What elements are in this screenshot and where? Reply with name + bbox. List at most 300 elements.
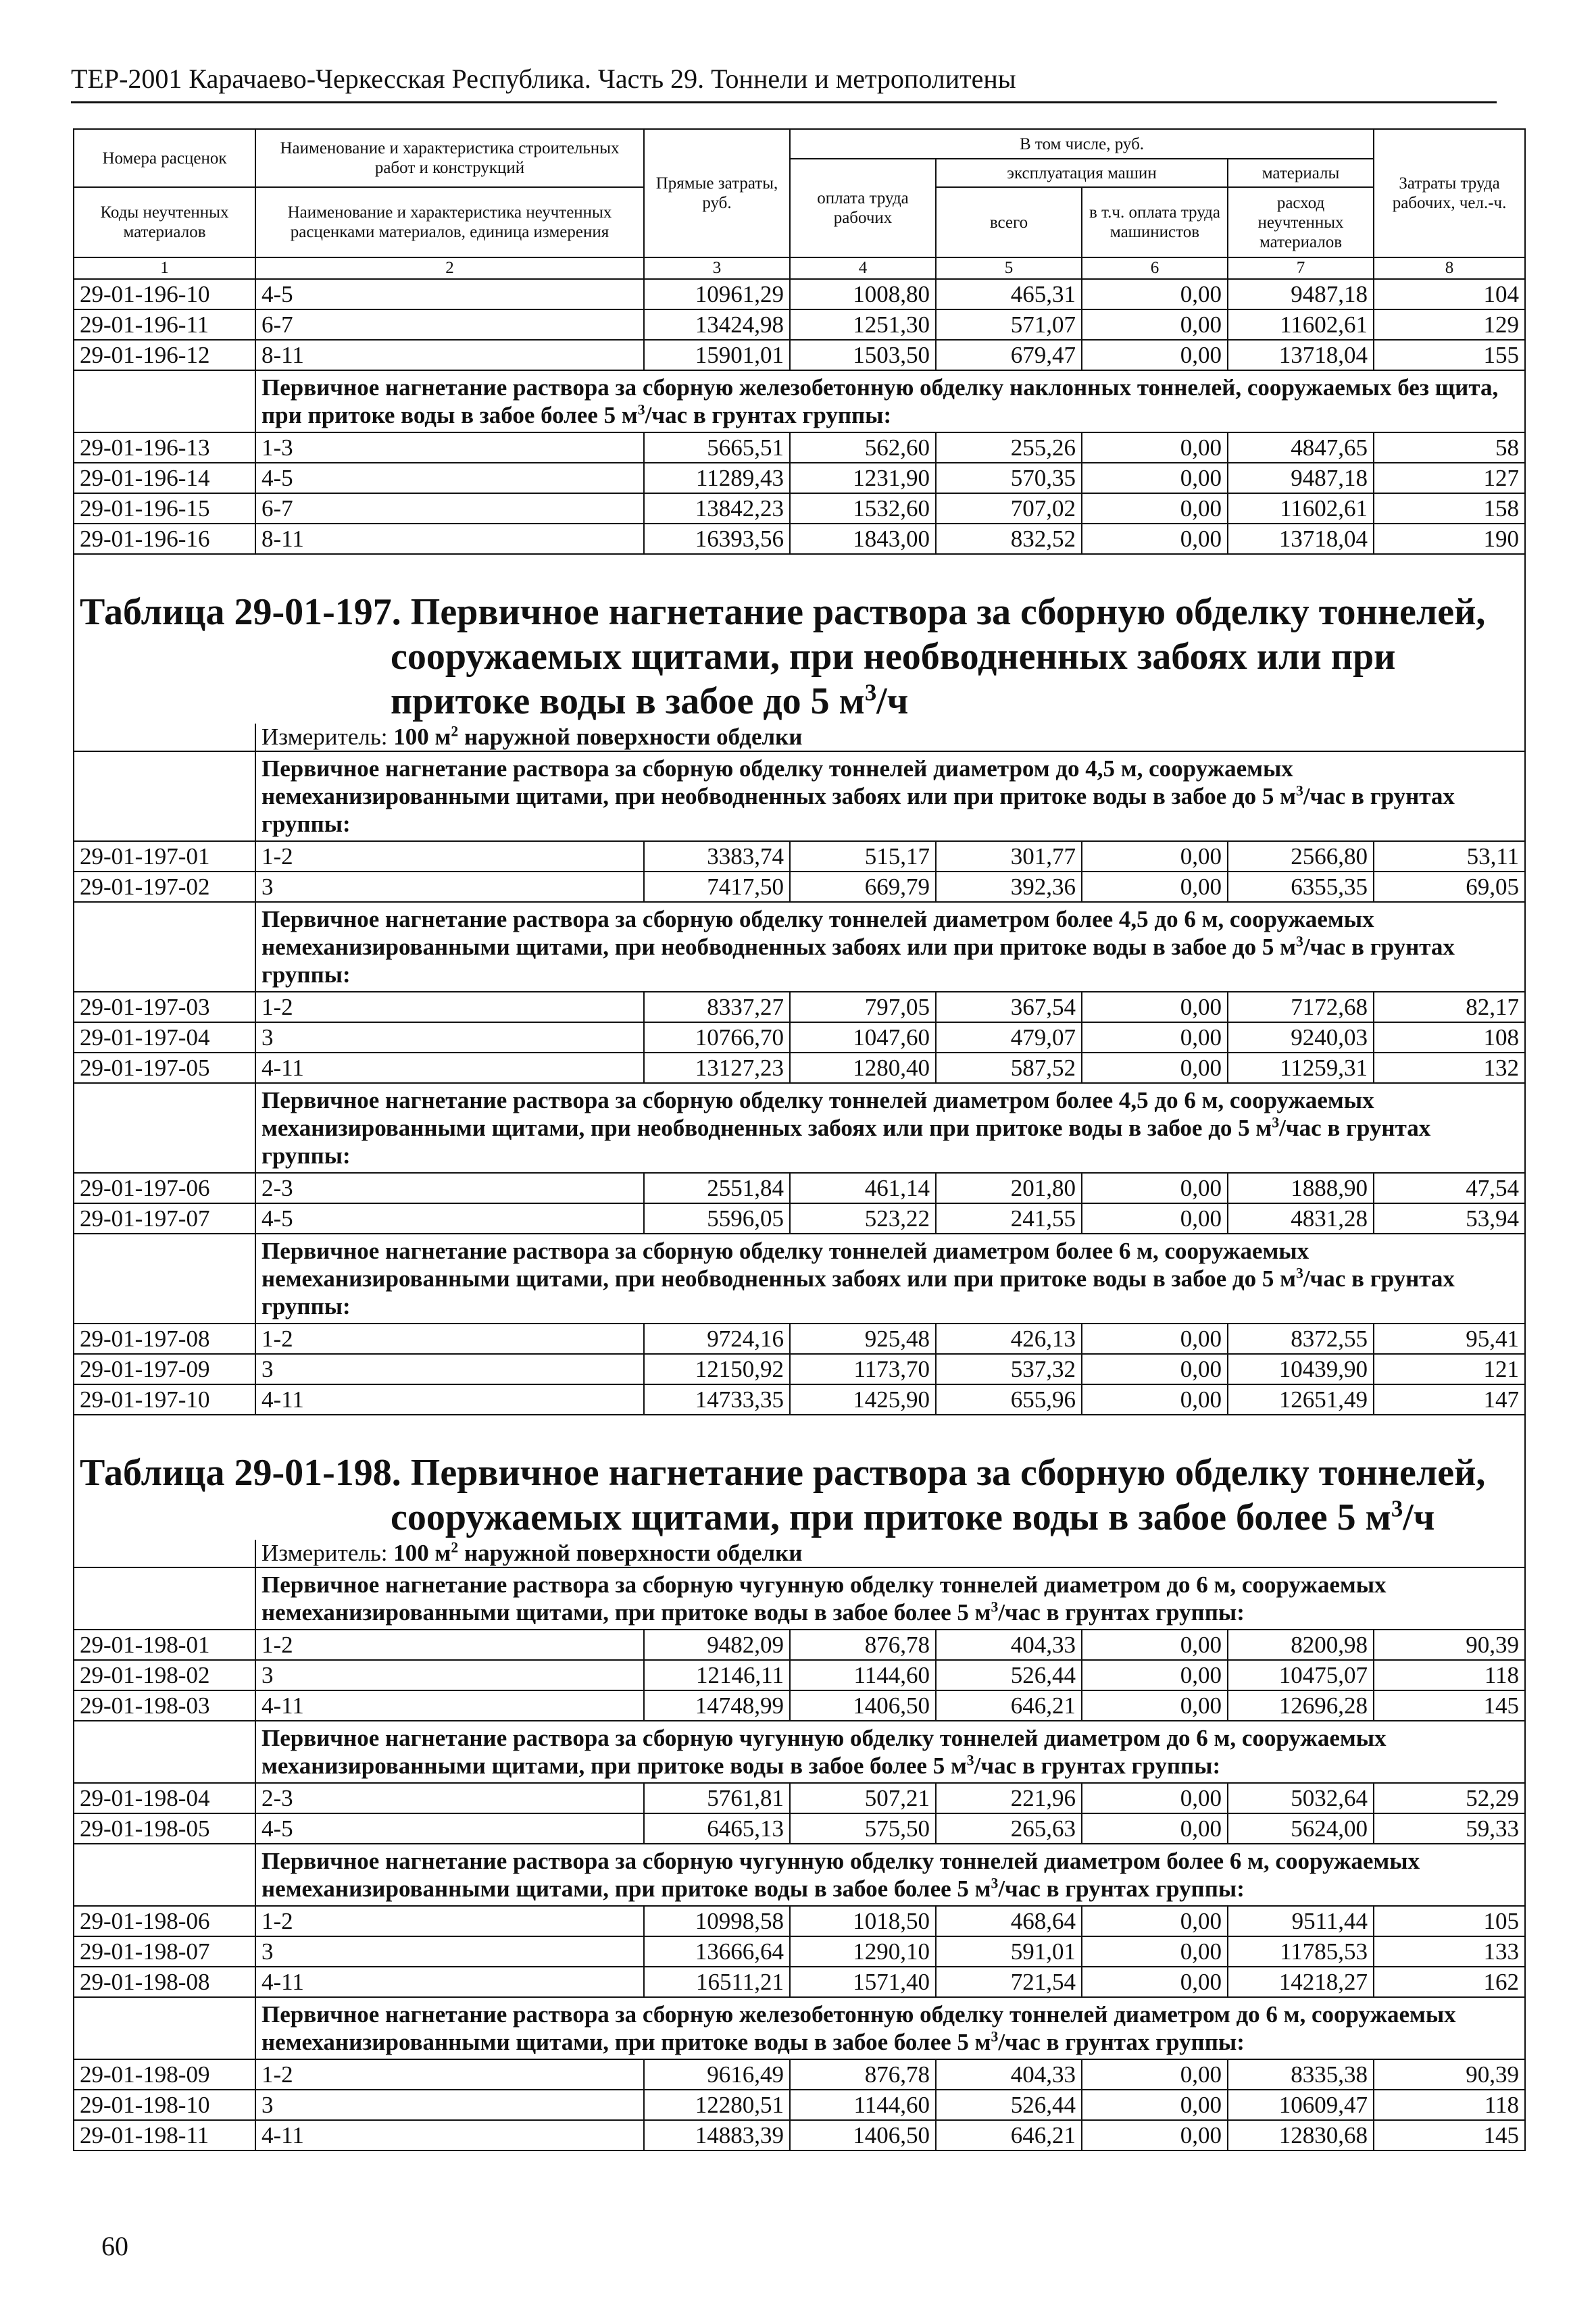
cell-materials-cost: 5624,00 (1228, 1813, 1374, 1844)
table-row (74, 1022, 1525, 1053)
cell-labor-hours: 108 (1374, 1022, 1525, 1053)
cell-materials-cost: 8200,98 (1228, 1630, 1374, 1660)
table-row (74, 1967, 1525, 1997)
section-heading-row (74, 751, 1525, 841)
table-row (74, 841, 1525, 872)
cell-labor-hours: 132 (1374, 1053, 1525, 1083)
column-number: 1 (74, 257, 255, 279)
measure-unit: Измеритель: 100 $м^2$ наружной поверхности обделки (255, 724, 1525, 751)
cell-worker-wages: 1231,90 (790, 463, 936, 493)
cell-machines-total: 404,33 (936, 2059, 1082, 2090)
cell-materials-cost: 11259,31 (1228, 1053, 1374, 1083)
table-title-row (74, 590, 1525, 724)
cell-rock-group: 4-11 (255, 2120, 644, 2150)
cell-materials-cost: 7172,68 (1228, 992, 1374, 1022)
cell-machinist-wages: 0,00 (1082, 524, 1228, 554)
table-29-01-198-head (74, 1415, 1525, 1630)
cell-materials-cost: 13718,04 (1228, 340, 1374, 370)
table-title-row (74, 1451, 1525, 1540)
cell-rock-group: 2-3 (255, 1173, 644, 1203)
cell-labor-hours: 105 (1374, 1906, 1525, 1936)
table-row (74, 2059, 1525, 2090)
cell-machines-total: 721,54 (936, 1967, 1082, 1997)
cell-direct-costs: 6465,13 (644, 1813, 790, 1844)
section-heading: Первичное нагнетание раствора за сборную железобетонную обделку наклонных тоннелей, сооружаемых без щита, при притоке воды в забое более 5 $м^3$/час в грунтах группы: (255, 370, 1525, 432)
cell-direct-costs: 14733,35 (644, 1384, 790, 1415)
cell-materials-cost: 1888,90 (1228, 1173, 1374, 1203)
cell-rate-code: 29-01-197-06 (74, 1173, 255, 1203)
cell-labor-hours: 121 (1374, 1354, 1525, 1384)
cell-materials-cost: 8335,38 (1228, 2059, 1374, 2090)
cell-rock-group: 4-5 (255, 279, 644, 309)
rows-197-01-02 (74, 841, 1525, 902)
table-row (74, 463, 1525, 493)
cell-machinist-wages: 0,00 (1082, 1783, 1228, 1813)
cell-materials-cost: 10439,90 (1228, 1354, 1374, 1384)
cell-worker-wages: 1280,40 (790, 1053, 936, 1083)
cell-labor-hours: 118 (1374, 2090, 1525, 2120)
cell-direct-costs: 14883,39 (644, 2120, 790, 2150)
cell-worker-wages: 562,60 (790, 432, 936, 463)
cell-machines-total: 241,55 (936, 1203, 1082, 1234)
cell-labor-hours: 118 (1374, 1660, 1525, 1690)
cell-machinist-wages: 0,00 (1082, 1630, 1228, 1660)
table-row (74, 1324, 1525, 1354)
cell-machinist-wages: 0,00 (1082, 1173, 1228, 1203)
cell-direct-costs: 13127,23 (644, 1053, 790, 1083)
cell-machinist-wages: 0,00 (1082, 2090, 1228, 2120)
cell-machines-total: 265,63 (936, 1813, 1082, 1844)
section-heading-row (74, 1234, 1525, 1324)
cell-materials-cost: 9487,18 (1228, 279, 1374, 309)
table-row (74, 524, 1525, 554)
measure-row (74, 724, 1525, 751)
cell-rock-group: 1-2 (255, 1906, 644, 1936)
cell-worker-wages: 1406,50 (790, 2120, 936, 2150)
cell-rock-group: 8-11 (255, 524, 644, 554)
cell-direct-costs: 7417,50 (644, 872, 790, 902)
cell-direct-costs: 9482,09 (644, 1630, 790, 1660)
cell-machinist-wages: 0,00 (1082, 279, 1228, 309)
cell-direct-costs: 5596,05 (644, 1203, 790, 1234)
cell-materials-cost: 4847,65 (1228, 432, 1374, 463)
cell-worker-wages: 669,79 (790, 872, 936, 902)
section-heading-row (74, 1083, 1525, 1173)
cell-materials-cost: 6355,35 (1228, 872, 1374, 902)
header-material-name: Наименование и характеристика неучтенных расценками материалов, единица измерения (255, 187, 644, 257)
cell-rate-code: 29-01-196-13 (74, 432, 255, 463)
table-row (74, 1203, 1525, 1234)
cell-rock-group: 4-11 (255, 1053, 644, 1083)
cell-labor-hours: 90,39 (1374, 1630, 1525, 1660)
cell-rock-group: 4-11 (255, 1967, 644, 1997)
measure-row (74, 1540, 1525, 1567)
cell-worker-wages: 1144,60 (790, 1660, 936, 1690)
cell-rate-code: 29-01-197-07 (74, 1203, 255, 1234)
cell-machinist-wages: 0,00 (1082, 841, 1228, 872)
section-heading: Первичное нагнетание раствора за сборную обделку тоннелей диаметром более 6 м, сооружаемых немеханизированными щитами, при необводненных забоях или при притоке воды в забое до 5 $м^3$/час в грунтах группы: (255, 1234, 1525, 1324)
cell-labor-hours: 127 (1374, 463, 1525, 493)
cell-worker-wages: 515,17 (790, 841, 936, 872)
cell-rate-code: 29-01-197-04 (74, 1022, 255, 1053)
cell-machinist-wages: 0,00 (1082, 1967, 1228, 1997)
cell-materials-cost: 5032,64 (1228, 1783, 1374, 1813)
cell-machinist-wages: 0,00 (1082, 340, 1228, 370)
table-row (74, 1384, 1525, 1415)
cell-machinist-wages: 0,00 (1082, 1813, 1228, 1844)
cell-machines-total: 367,54 (936, 992, 1082, 1022)
table-row (74, 1936, 1525, 1967)
cell-rate-code: 29-01-198-11 (74, 2120, 255, 2150)
cell-worker-wages: 1173,70 (790, 1354, 936, 1384)
section-196-b (74, 370, 1525, 432)
cell-machinist-wages: 0,00 (1082, 1022, 1228, 1053)
cell-direct-costs: 13666,64 (644, 1936, 790, 1967)
column-number: 4 (790, 257, 936, 279)
cell-materials-cost: 10475,07 (1228, 1660, 1374, 1690)
cell-worker-wages: 1406,50 (790, 1690, 936, 1721)
cell-worker-wages: 523,22 (790, 1203, 936, 1234)
section-heading-row (74, 1844, 1525, 1906)
cell-direct-costs: 10766,70 (644, 1022, 790, 1053)
cell-worker-wages: 876,78 (790, 2059, 936, 2090)
table-title: Таблица 29-01-198. Первичное нагнетание раствора за сборную обделку тоннелей, сооружаемых щитами, при притоке воды в забое более 5 $м^3/ч$ (74, 1451, 1525, 1540)
cell-materials-cost: 11602,61 (1228, 309, 1374, 340)
cell-rock-group: 3 (255, 2090, 644, 2120)
table-row (74, 1783, 1525, 1813)
cell-direct-costs: 15901,01 (644, 340, 790, 370)
cell-rate-code: 29-01-196-16 (74, 524, 255, 554)
page-number: 60 (101, 2231, 128, 2261)
rows-197-06-07 (74, 1173, 1525, 1234)
cell-labor-hours: 104 (1374, 279, 1525, 309)
cell-rate-code: 29-01-197-08 (74, 1324, 255, 1354)
header-work-name: Наименование и характеристика строительных работ и конструкций (255, 129, 644, 187)
cell-materials-cost: 13718,04 (1228, 524, 1374, 554)
table-29-01-197-head (74, 554, 1525, 841)
cell-labor-hours: 155 (1374, 340, 1525, 370)
cell-rate-code: 29-01-197-10 (74, 1384, 255, 1415)
cell-worker-wages: 1843,00 (790, 524, 936, 554)
cell-rock-group: 1-2 (255, 1630, 644, 1660)
cell-worker-wages: 575,50 (790, 1813, 936, 1844)
table-row (74, 1690, 1525, 1721)
table-row (74, 279, 1525, 309)
cell-labor-hours: 190 (1374, 524, 1525, 554)
cell-rate-code: 29-01-198-09 (74, 2059, 255, 2090)
cell-rock-group: 2-3 (255, 1783, 644, 1813)
rows-197-03-05 (74, 992, 1525, 1083)
cell-rock-group: 3 (255, 872, 644, 902)
cell-machinist-wages: 0,00 (1082, 1660, 1228, 1690)
cell-materials-cost: 9487,18 (1228, 463, 1374, 493)
section-heading-row (74, 1997, 1525, 2059)
cell-rock-group: 8-11 (255, 340, 644, 370)
cell-machines-total: 655,96 (936, 1384, 1082, 1415)
rows-198-09-11 (74, 2059, 1525, 2150)
cell-rate-code: 29-01-198-03 (74, 1690, 255, 1721)
cell-rate-code: 29-01-197-09 (74, 1354, 255, 1384)
cell-direct-costs: 14748,99 (644, 1690, 790, 1721)
cell-machines-total: 404,33 (936, 1630, 1082, 1660)
cell-rate-code: 29-01-198-06 (74, 1906, 255, 1936)
cell-machines-total: 526,44 (936, 1660, 1082, 1690)
cell-labor-hours: 52,29 (1374, 1783, 1525, 1813)
cell-direct-costs: 13842,23 (644, 493, 790, 524)
cell-rock-group: 1-2 (255, 1324, 644, 1354)
header-row-1 (74, 129, 1525, 159)
cell-direct-costs: 9616,49 (644, 2059, 790, 2090)
cell-worker-wages: 1144,60 (790, 2090, 936, 2120)
cell-machines-total: 570,35 (936, 463, 1082, 493)
cell-rate-code: 29-01-197-01 (74, 841, 255, 872)
cell-machinist-wages: 0,00 (1082, 992, 1228, 1022)
cell-machines-total: 571,07 (936, 309, 1082, 340)
header-wages: оплата труда рабочих (790, 159, 936, 257)
header-direct-costs: Прямые затраты, руб. (644, 129, 790, 257)
column-number: 7 (1228, 257, 1374, 279)
cell-machines-total: 301,77 (936, 841, 1082, 872)
rows-197-08-10 (74, 1324, 1525, 1415)
cell-machines-total: 221,96 (936, 1783, 1082, 1813)
cell-materials-cost: 11602,61 (1228, 493, 1374, 524)
rows-196-13-16 (74, 432, 1525, 554)
section-heading-row (74, 370, 1525, 432)
cell-direct-costs: 5665,51 (644, 432, 790, 463)
cell-rock-group: 6-7 (255, 309, 644, 340)
section-heading-row (74, 1567, 1525, 1630)
cell-materials-cost: 11785,53 (1228, 1936, 1374, 1967)
cell-labor-hours: 145 (1374, 1690, 1525, 1721)
cell-machines-total: 646,21 (936, 1690, 1082, 1721)
cell-materials-cost: 9240,03 (1228, 1022, 1374, 1053)
cell-machines-total: 392,36 (936, 872, 1082, 902)
cell-machines-total: 832,52 (936, 524, 1082, 554)
cell-direct-costs: 13424,98 (644, 309, 790, 340)
cell-labor-hours: 95,41 (1374, 1324, 1525, 1354)
section-heading: Первичное нагнетание раствора за сборную железобетонную обделку тоннелей диаметром до 6 м, сооружаемых немеханизированными щитами, при притоке воды в забое более 5 $м^3$/час в грунтах группы: (255, 1997, 1525, 2059)
rates-table (73, 128, 1526, 2151)
header-machinists-wages: в т.ч. оплата труда машинистов (1082, 187, 1228, 257)
cell-materials-cost: 10609,47 (1228, 2090, 1374, 2120)
section-heading: Первичное нагнетание раствора за сборную чугунную обделку тоннелей диаметром более 6 м, сооружаемых немеханизированными щитами, при притоке воды в забое более 5 $м^3$/час в грунтах группы: (255, 1844, 1525, 1906)
table-row (74, 493, 1525, 524)
cell-rate-code: 29-01-196-11 (74, 309, 255, 340)
cell-worker-wages: 1571,40 (790, 1967, 936, 1997)
cell-worker-wages: 1290,10 (790, 1936, 936, 1967)
header-rule (71, 101, 1497, 103)
rows-198-06-08 (74, 1906, 1525, 1997)
table-row (74, 309, 1525, 340)
section-heading-row (74, 902, 1525, 992)
cell-materials-cost: 12696,28 (1228, 1690, 1374, 1721)
cell-direct-costs: 11289,43 (644, 463, 790, 493)
column-number: 6 (1082, 257, 1228, 279)
cell-materials-cost: 14218,27 (1228, 1967, 1374, 1997)
cell-labor-hours: 53,94 (1374, 1203, 1525, 1234)
cell-machines-total: 426,13 (936, 1324, 1082, 1354)
cell-materials-cost: 8372,55 (1228, 1324, 1374, 1354)
cell-rate-code: 29-01-198-08 (74, 1967, 255, 1997)
section-heading: Первичное нагнетание раствора за сборную обделку тоннелей диаметром до 4,5 м, сооружаемых немеханизированными щитами, при необводненных забоях или при притоке воды в забое до 5 $м^3$/час в грунтах группы: (255, 751, 1525, 841)
cell-worker-wages: 797,05 (790, 992, 936, 1022)
cell-direct-costs: 12280,51 (644, 2090, 790, 2120)
header-unaccounted-materials: расход неучтенных материалов (1228, 187, 1374, 257)
cell-machinist-wages: 0,00 (1082, 493, 1228, 524)
cell-machines-total: 201,80 (936, 1173, 1082, 1203)
running-header: ТЕР-2001 Карачаево-Черкесская Республика. Часть 29. Тоннели и метрополитены (71, 64, 1016, 94)
cell-machinist-wages: 0,00 (1082, 1936, 1228, 1967)
cell-machines-total: 479,07 (936, 1022, 1082, 1053)
cell-direct-costs: 8337,27 (644, 992, 790, 1022)
cell-materials-cost: 9511,44 (1228, 1906, 1374, 1936)
cell-labor-hours: 69,05 (1374, 872, 1525, 902)
cell-worker-wages: 1047,60 (790, 1022, 936, 1053)
cell-machines-total: 679,47 (936, 340, 1082, 370)
cell-worker-wages: 925,48 (790, 1324, 936, 1354)
cell-direct-costs: 16393,56 (644, 524, 790, 554)
cell-labor-hours: 162 (1374, 1967, 1525, 1997)
cell-labor-hours: 47,54 (1374, 1173, 1525, 1203)
table-row (74, 340, 1525, 370)
cell-rate-code: 29-01-196-15 (74, 493, 255, 524)
cell-rate-code: 29-01-196-10 (74, 279, 255, 309)
table-row (74, 1354, 1525, 1384)
table-row (74, 1813, 1525, 1844)
header-machines: эксплуатация машин (936, 159, 1228, 187)
cell-machinist-wages: 0,00 (1082, 1690, 1228, 1721)
cell-machinist-wages: 0,00 (1082, 872, 1228, 902)
cell-machines-total: 707,02 (936, 493, 1082, 524)
cell-rock-group: 6-7 (255, 493, 644, 524)
cell-rate-code: 29-01-197-05 (74, 1053, 255, 1083)
cell-machines-total: 465,31 (936, 279, 1082, 309)
header-labor-costs: Затраты труда рабочих, чел.-ч. (1374, 129, 1525, 257)
table-row (74, 432, 1525, 463)
cell-direct-costs: 12146,11 (644, 1660, 790, 1690)
cell-rock-group: 4-11 (255, 1690, 644, 1721)
cell-machines-total: 646,21 (936, 2120, 1082, 2150)
table-row (74, 1630, 1525, 1660)
cell-materials-cost: 12651,49 (1228, 1384, 1374, 1415)
table-row (74, 2120, 1525, 2150)
cell-machinist-wages: 0,00 (1082, 1384, 1228, 1415)
cell-rock-group: 3 (255, 1022, 644, 1053)
header-including: В том числе, руб. (790, 129, 1374, 159)
cell-machinist-wages: 0,00 (1082, 1906, 1228, 1936)
cell-machinist-wages: 0,00 (1082, 463, 1228, 493)
cell-machinist-wages: 0,00 (1082, 1324, 1228, 1354)
cell-machinist-wages: 0,00 (1082, 1354, 1228, 1384)
cell-rate-code: 29-01-198-04 (74, 1783, 255, 1813)
cell-direct-costs: 12150,92 (644, 1354, 790, 1384)
cell-worker-wages: 1251,30 (790, 309, 936, 340)
cell-direct-costs: 16511,21 (644, 1967, 790, 1997)
rows-196-10-12 (74, 279, 1525, 370)
cell-direct-costs: 2551,84 (644, 1173, 790, 1203)
column-number: 3 (644, 257, 790, 279)
cell-materials-cost: 4831,28 (1228, 1203, 1374, 1234)
cell-machines-total: 591,01 (936, 1936, 1082, 1967)
cell-rock-group: 4-11 (255, 1384, 644, 1415)
cell-rate-code: 29-01-198-10 (74, 2090, 255, 2120)
cell-labor-hours: 129 (1374, 309, 1525, 340)
cell-rock-group: 3 (255, 1354, 644, 1384)
cell-machinist-wages: 0,00 (1082, 432, 1228, 463)
table-row (74, 1660, 1525, 1690)
cell-machines-total: 587,52 (936, 1053, 1082, 1083)
section-heading: Первичное нагнетание раствора за сборную обделку тоннелей диаметром более 4,5 до 6 м, сооружаемых механизированными щитами, при необводненных забоях или при притоке воды в забое до 5 $м^3$/час в грунтах группы: (255, 1083, 1525, 1173)
cell-materials-cost: 12830,68 (1228, 2120, 1374, 2150)
cell-rate-code: 29-01-197-02 (74, 872, 255, 902)
cell-rate-code: 29-01-196-14 (74, 463, 255, 493)
measure-unit: Измеритель: 100 $м^2$ наружной поверхности обделки (255, 1540, 1525, 1567)
cell-direct-costs: 10998,58 (644, 1906, 790, 1936)
table-row (74, 2090, 1525, 2120)
cell-direct-costs: 9724,16 (644, 1324, 790, 1354)
cell-direct-costs: 5761,81 (644, 1783, 790, 1813)
cell-rock-group: 1-3 (255, 432, 644, 463)
header-material-codes: Коды неучтенных материалов (74, 187, 255, 257)
cell-labor-hours: 145 (1374, 2120, 1525, 2150)
header-machines-total: всего (936, 187, 1082, 257)
cell-rate-code: 29-01-198-01 (74, 1630, 255, 1660)
cell-labor-hours: 90,39 (1374, 2059, 1525, 2090)
rows-198-01-03 (74, 1630, 1525, 1721)
cell-rock-group: 4-5 (255, 1203, 644, 1234)
cell-rock-group: 4-5 (255, 463, 644, 493)
header-materials: материалы (1228, 159, 1374, 187)
cell-worker-wages: 1425,90 (790, 1384, 936, 1415)
cell-labor-hours: 133 (1374, 1936, 1525, 1967)
cell-rate-code: 29-01-198-07 (74, 1936, 255, 1967)
header-rate-numbers: Номера расценок (74, 129, 255, 187)
cell-machinist-wages: 0,00 (1082, 2059, 1228, 2090)
column-numbers-row (74, 257, 1525, 279)
column-number: 2 (255, 257, 644, 279)
cell-machinist-wages: 0,00 (1082, 2120, 1228, 2150)
cell-machines-total: 537,32 (936, 1354, 1082, 1384)
cell-direct-costs: 3383,74 (644, 841, 790, 872)
cell-worker-wages: 876,78 (790, 1630, 936, 1660)
cell-machines-total: 255,26 (936, 432, 1082, 463)
table-row (74, 872, 1525, 902)
cell-machinist-wages: 0,00 (1082, 309, 1228, 340)
cell-rock-group: 1-2 (255, 841, 644, 872)
cell-worker-wages: 507,21 (790, 1783, 936, 1813)
cell-worker-wages: 1008,80 (790, 279, 936, 309)
table-row (74, 992, 1525, 1022)
cell-labor-hours: 59,33 (1374, 1813, 1525, 1844)
cell-worker-wages: 1532,60 (790, 493, 936, 524)
cell-machines-total: 468,64 (936, 1906, 1082, 1936)
cell-rate-code: 29-01-196-12 (74, 340, 255, 370)
cell-rock-group: 1-2 (255, 2059, 644, 2090)
cell-machines-total: 526,44 (936, 2090, 1082, 2120)
table-row (74, 1906, 1525, 1936)
column-number: 5 (936, 257, 1082, 279)
cell-rock-group: 1-2 (255, 992, 644, 1022)
cell-rate-code: 29-01-198-02 (74, 1660, 255, 1690)
cell-materials-cost: 2566,80 (1228, 841, 1374, 872)
column-number: 8 (1374, 257, 1525, 279)
cell-labor-hours: 53,11 (1374, 841, 1525, 872)
cell-rate-code: 29-01-198-05 (74, 1813, 255, 1844)
section-heading: Первичное нагнетание раствора за сборную чугунную обделку тоннелей диаметром до 6 м, сооружаемых немеханизированными щитами, при притоке воды в забое более 5 $м^3$/час в грунтах группы: (255, 1567, 1525, 1630)
section-heading-row (74, 1721, 1525, 1783)
cell-worker-wages: 1503,50 (790, 340, 936, 370)
cell-labor-hours: 58 (1374, 432, 1525, 463)
